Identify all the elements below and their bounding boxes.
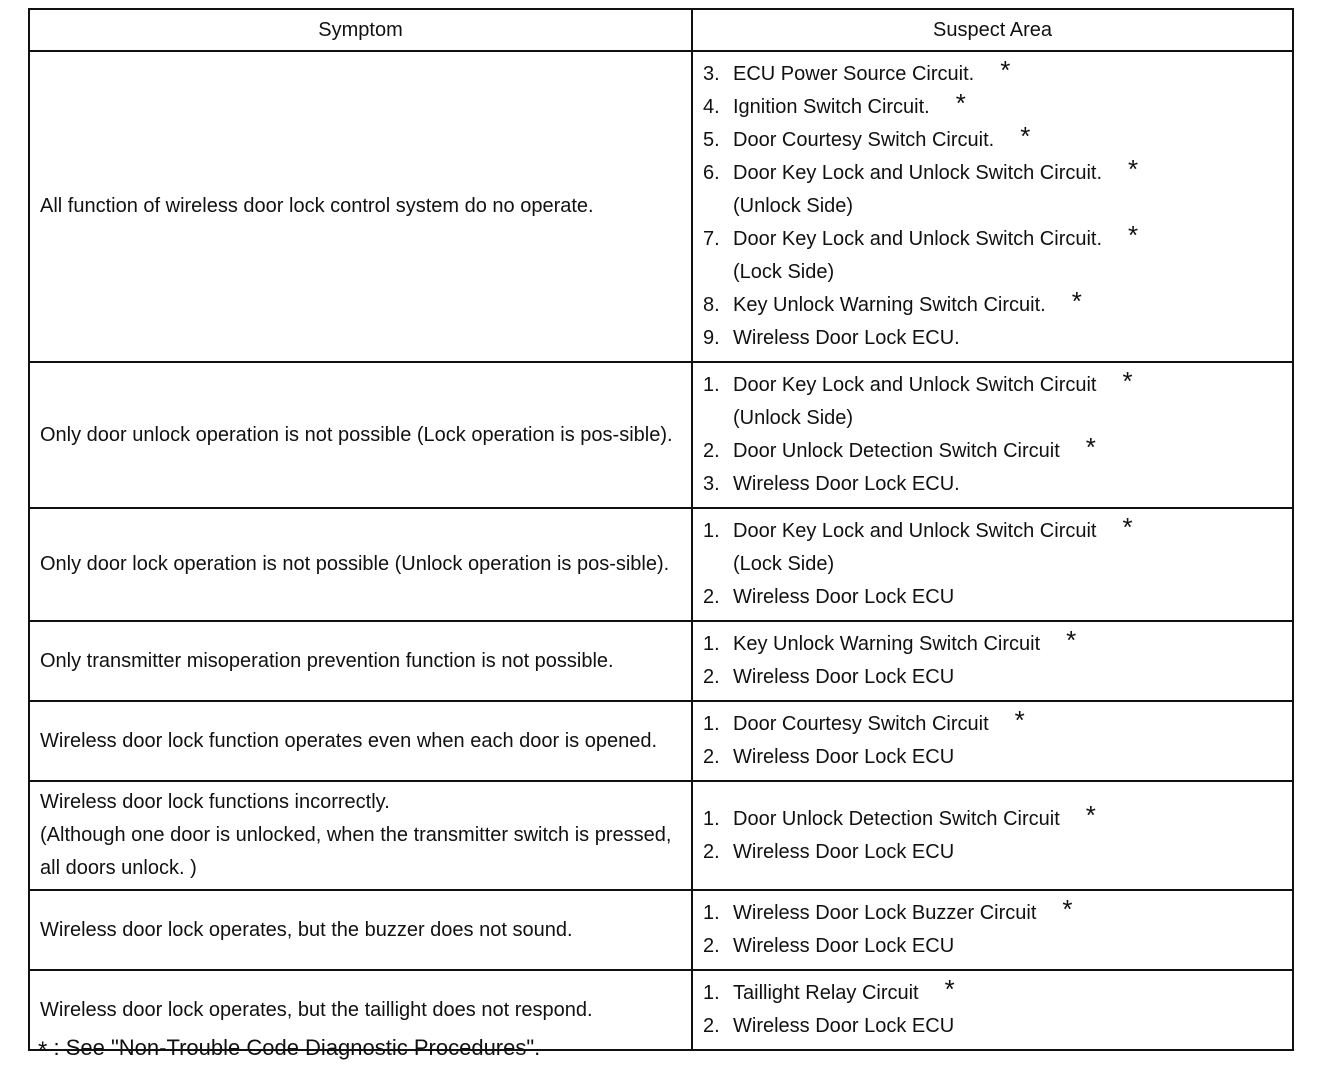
suspect-item bbox=[703, 799, 1284, 836]
item-continuation: (Lock Side) bbox=[733, 553, 835, 575]
item-number: 2. bbox=[703, 840, 720, 863]
suspect-item bbox=[703, 286, 1284, 322]
item-text: Wireless Door Lock ECU. bbox=[733, 473, 960, 495]
table-row bbox=[29, 701, 1293, 781]
asterisk-icon: * bbox=[955, 88, 966, 118]
symptom-cell bbox=[29, 781, 692, 890]
item-text: Wireless Door Lock Buzzer Circuit bbox=[733, 902, 1037, 924]
asterisk-icon: * bbox=[1122, 512, 1133, 542]
asterisk-icon: * bbox=[1062, 894, 1073, 924]
asterisk-icon: * bbox=[1014, 705, 1025, 735]
item-number: 3. bbox=[703, 63, 720, 85]
suspect-item bbox=[703, 121, 1284, 157]
item-text: Wireless Door Lock ECU bbox=[733, 935, 955, 957]
suspect-item bbox=[703, 836, 1284, 869]
suspect-item bbox=[703, 705, 1284, 741]
suspect-item bbox=[703, 88, 1284, 124]
suspect-area-cell bbox=[692, 621, 1293, 701]
suspect-item bbox=[703, 220, 1284, 256]
symptom-cell bbox=[29, 362, 692, 508]
suspect-area-cell bbox=[692, 890, 1293, 970]
suspect-area-cell bbox=[692, 508, 1293, 621]
symptom-text: Only door unlock operation is not possible (Lock operation is pos-sible). bbox=[40, 423, 673, 446]
item-continuation: (Lock Side) bbox=[733, 261, 835, 283]
item-continuation: (Unlock Side) bbox=[733, 195, 854, 217]
asterisk-icon: * bbox=[944, 974, 955, 1004]
item-text: Wireless Door Lock ECU. bbox=[733, 327, 960, 349]
suspect-item bbox=[703, 974, 1284, 1010]
suspect-area-cell bbox=[692, 51, 1293, 362]
symptom-text: All function of wireless door lock control system do no operate. bbox=[40, 195, 594, 217]
item-text: Wireless Door Lock ECU bbox=[733, 1015, 955, 1037]
footnote-text: : See "Non-Trouble Code Diagnostic Procedures". bbox=[53, 1035, 541, 1060]
symptom-text: Only door lock operation is not possible (Unlock operation is pos-sible). bbox=[40, 553, 670, 575]
diagnosis-table bbox=[28, 8, 1294, 1051]
item-number: 8. bbox=[703, 294, 720, 316]
item-number: 1. bbox=[703, 807, 720, 830]
item-text: Wireless Door Lock ECU bbox=[733, 840, 955, 863]
item-number: 1. bbox=[703, 713, 720, 735]
item-text: Door Key Lock and Unlock Switch Circuit bbox=[733, 374, 1097, 396]
item-number: 9. bbox=[703, 327, 720, 349]
item-number: 2. bbox=[703, 1015, 720, 1037]
item-text: Door Unlock Detection Switch Circuit bbox=[733, 440, 1060, 462]
suspect-area-cell bbox=[692, 970, 1293, 1050]
symptom-cell bbox=[29, 621, 692, 701]
symptom-text: Wireless door lock operates, but the taillight does not respond. bbox=[40, 998, 593, 1021]
suspect-area-cell bbox=[692, 362, 1293, 508]
item-number: 1. bbox=[703, 374, 720, 396]
item-text: Door Unlock Detection Switch Circuit bbox=[733, 807, 1060, 830]
table-row bbox=[29, 51, 1293, 362]
footnote-star-icon: * bbox=[38, 1037, 48, 1064]
item-continuation: (Unlock Side) bbox=[733, 407, 854, 429]
suspect-item bbox=[703, 625, 1284, 661]
table-body bbox=[29, 51, 1293, 1050]
item-number: 5. bbox=[703, 129, 720, 151]
item-text: Wireless Door Lock ECU bbox=[733, 666, 955, 688]
suspect-item bbox=[703, 366, 1284, 402]
item-number: 2. bbox=[703, 746, 720, 768]
item-text: Door Key Lock and Unlock Switch Circuit. bbox=[733, 162, 1103, 184]
item-number: 4. bbox=[703, 96, 720, 118]
item-number: 3. bbox=[703, 473, 720, 495]
symptom-text: Wireless door lock functions incorrectly. bbox=[40, 791, 390, 813]
suspect-item bbox=[703, 468, 1284, 501]
symptom-cell bbox=[29, 701, 692, 781]
suspect-item bbox=[703, 741, 1284, 774]
asterisk-icon: * bbox=[1071, 286, 1082, 316]
item-number: 2. bbox=[703, 935, 720, 957]
item-text: Key Unlock Warning Switch Circuit. bbox=[733, 294, 1046, 316]
item-text: ECU Power Source Circuit. bbox=[733, 63, 975, 85]
item-number: 1. bbox=[703, 633, 720, 655]
asterisk-icon: * bbox=[1128, 154, 1139, 184]
header-row bbox=[29, 9, 1293, 51]
asterisk-icon: * bbox=[1000, 55, 1011, 85]
asterisk-icon: * bbox=[1020, 121, 1031, 151]
table-row bbox=[29, 621, 1293, 701]
table-row bbox=[29, 890, 1293, 970]
table-row bbox=[29, 362, 1293, 508]
symptom-text: Wireless door lock operates, but the buzzer does not sound. bbox=[40, 918, 573, 941]
item-number: 7. bbox=[703, 228, 720, 250]
asterisk-icon: * bbox=[1085, 432, 1096, 462]
suspect-area-cell bbox=[692, 701, 1293, 781]
table-row bbox=[29, 508, 1293, 621]
asterisk-icon: * bbox=[1066, 625, 1077, 655]
symptom-header: Symptom bbox=[29, 9, 692, 51]
asterisk-icon: * bbox=[1128, 220, 1139, 250]
suspect-item bbox=[703, 55, 1284, 91]
footnote bbox=[38, 1034, 540, 1062]
suspect-item bbox=[703, 894, 1284, 930]
item-text: Door Courtesy Switch Circuit bbox=[733, 713, 989, 735]
table-row bbox=[29, 781, 1293, 890]
suspect-item bbox=[703, 930, 1284, 963]
item-number: 2. bbox=[703, 440, 720, 462]
symptom-note: (Although one door is unlocked, when the transmitter switch is pressed, all doors unlock. ) bbox=[40, 824, 672, 879]
item-number: 1. bbox=[703, 520, 720, 542]
item-text: Ignition Switch Circuit. bbox=[733, 96, 930, 118]
symptom-cell bbox=[29, 508, 692, 621]
suspect-item bbox=[703, 661, 1284, 694]
item-text: Wireless Door Lock ECU bbox=[733, 586, 955, 608]
symptom-text: Wireless door lock function operates even when each door is opened. bbox=[40, 729, 658, 752]
item-number: 2. bbox=[703, 666, 720, 688]
suspect-item bbox=[703, 322, 1284, 355]
suspect-area-header: Suspect Area bbox=[692, 9, 1293, 51]
item-text: Door Courtesy Switch Circuit. bbox=[733, 129, 995, 151]
symptom-cell bbox=[29, 890, 692, 970]
asterisk-icon: * bbox=[1122, 366, 1133, 396]
symptom-cell bbox=[29, 51, 692, 362]
item-number: 1. bbox=[703, 902, 720, 924]
item-number: 6. bbox=[703, 162, 720, 184]
item-text: Door Key Lock and Unlock Switch Circuit. bbox=[733, 228, 1103, 250]
item-text: Wireless Door Lock ECU bbox=[733, 746, 955, 768]
suspect-area-cell bbox=[692, 781, 1293, 890]
suspect-item bbox=[703, 432, 1284, 468]
suspect-item bbox=[703, 512, 1284, 548]
suspect-item bbox=[703, 1010, 1284, 1043]
suspect-item bbox=[703, 581, 1284, 614]
suspect-item bbox=[703, 154, 1284, 190]
symptom-text: Only transmitter misoperation prevention function is not possible. bbox=[40, 649, 614, 672]
item-text: Key Unlock Warning Switch Circuit bbox=[733, 633, 1041, 655]
item-text: Taillight Relay Circuit bbox=[733, 982, 919, 1004]
item-text: Door Key Lock and Unlock Switch Circuit bbox=[733, 520, 1097, 542]
asterisk-icon: * bbox=[1085, 799, 1096, 830]
item-number: 2. bbox=[703, 586, 720, 608]
item-number: 1. bbox=[703, 982, 720, 1004]
